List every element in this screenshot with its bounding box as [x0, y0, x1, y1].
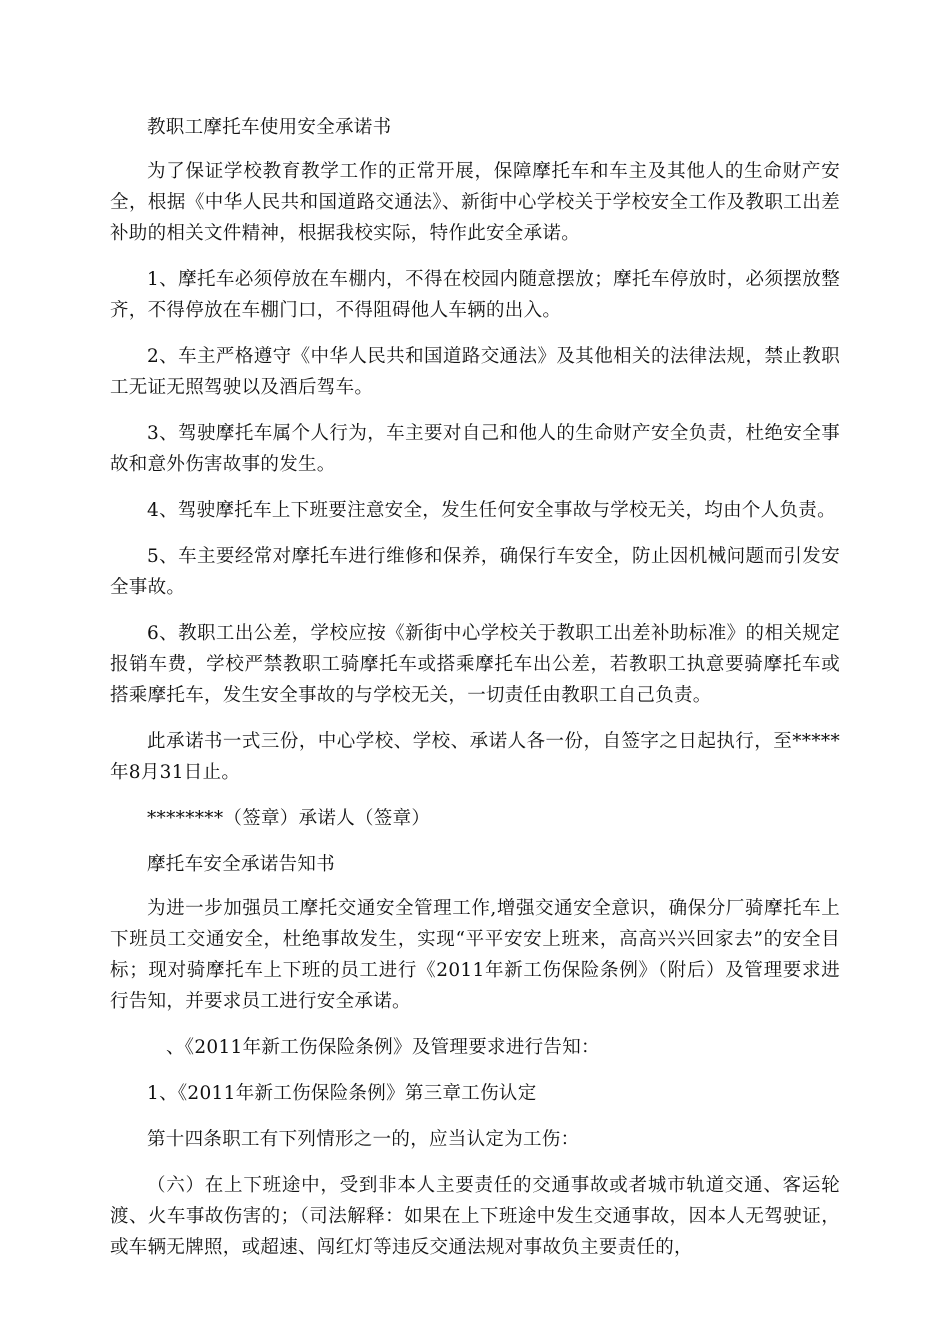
document-body — [110, 112, 840, 1278]
validity-paragraph: 此承诺书一式三份，中心学校、学校、承诺人各一份，自签字之日起执行，至*****年8月31日止。 — [110, 731, 840, 783]
notice-intro-paragraph: 为进一步加强员工摩托交通安全管理工作,增强交通安全意识，确保分厂骑摩托车上下班员工交通安全，杜绝事故发生，实现“平平安安上班来，高高兴兴回家去”的安全目标；现对骑摩托车上下班的员工进行《2011年新工伤保险条例》（附后）及管理要求进行告知，并要求员工进行安全承诺。 — [110, 898, 840, 1012]
article-14-item-6: （六）在上下班途中，受到非本人主要责任的交通事故或者城市轨道交通、客运轮渡、火车事故伤害的；（司法解释：如果在上下班途中发生交通事故，因本人无驾驶证，或车辆无牌照，或超速、闯红灯等违反交通法规对事故负主要责任的， — [110, 1175, 840, 1258]
clause-3: 3、驾驶摩托车属个人行为，车主要对自己和他人的生命财产安全负责，杜绝安全事故和意外伤害故事的发生。 — [110, 423, 840, 475]
title-commitment: 教职工摩托车使用安全承诺书 — [147, 117, 392, 138]
intro-paragraph: 为了保证学校教育教学工作的正常开展，保障摩托车和车主及其他人的生命财产安全，根据《中华人民共和国道路交通法》、新街中心学校关于学校安全工作及教职工出差补助的相关文件精神，根据我校实际，特作此安全承诺。 — [110, 161, 840, 244]
clause-6: 6、教职工出公差，学校应按《新街中心学校关于教职工出差补助标准》的相关规定报销车费，学校严禁教职工骑摩托车或搭乘摩托车出公差，若教职工执意要骑摩托车或搭乘摩托车，发生安全事故的与学校无关，一切责任由教职工自己负责。 — [110, 623, 840, 706]
clause-2: 2、车主严格遵守《中华人民共和国道路交通法》及其他相关的法律法规，禁止教职工无证无照驾驶以及酒后驾车。 — [110, 346, 840, 398]
notice-section-heading: 、《2011年新工伤保险条例》及管理要求进行告知： — [166, 1037, 600, 1058]
clause-4: 4、驾驶摩托车上下班要注意安全，发生任何安全事故与学校无关，均由个人负责。 — [147, 500, 836, 521]
clause-1: 1、摩托车必须停放在车棚内，不得在校园内随意摆放；摩托车停放时，必须摆放整齐，不得停放在车棚门口，不得阻碍他人车辆的出入。 — [110, 269, 840, 321]
regulation-chapter-heading: 1、《2011年新工伤保险条例》第三章工伤认定 — [147, 1083, 537, 1104]
signature-line: ********（签章）承诺人（签章） — [147, 808, 431, 829]
clause-5: 5、车主要经常对摩托车进行维修和保养，确保行车安全，防止因机械问题而引发安全事故。 — [110, 546, 840, 598]
title-notice: 摩托车安全承诺告知书 — [147, 854, 336, 875]
article-14-heading: 第十四条职工有下列情形之一的，应当认定为工伤： — [147, 1129, 580, 1150]
